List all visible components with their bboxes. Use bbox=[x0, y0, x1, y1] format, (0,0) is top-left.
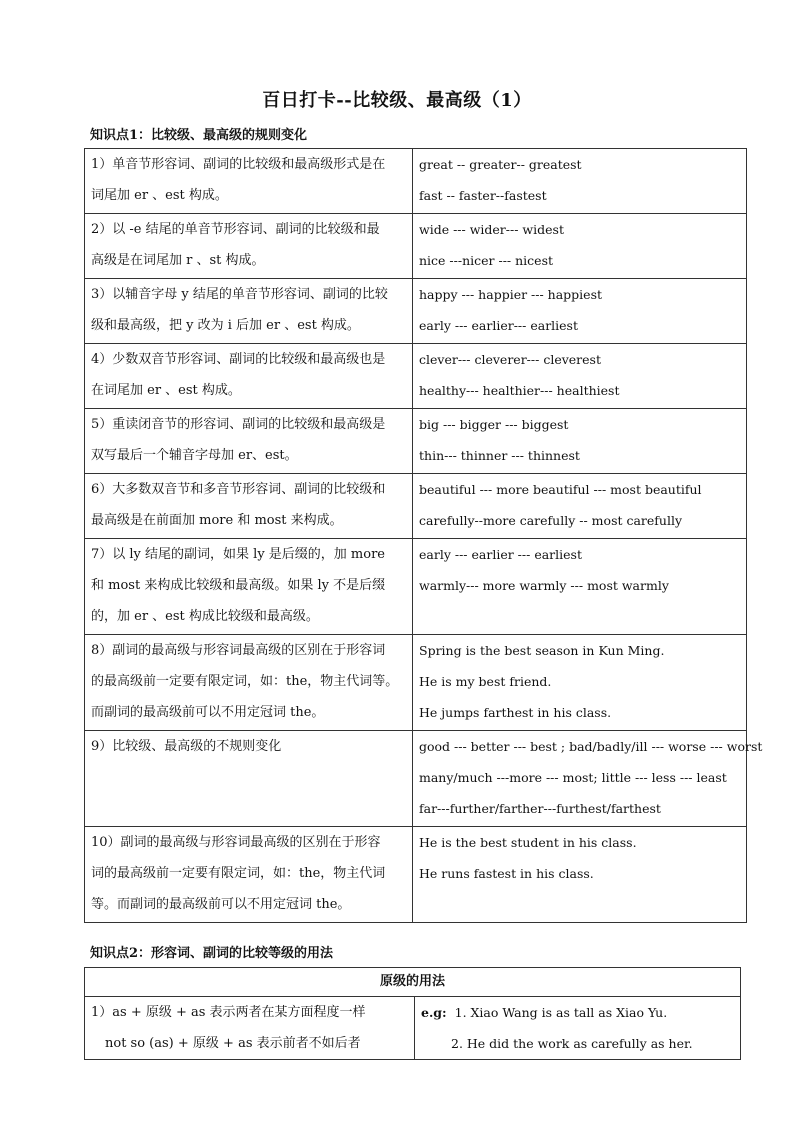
rule-line: not so (as) + 原级 + as 表示前者不如后者 bbox=[105, 1036, 361, 1051]
rule-line: 的最高级前一定要有限定词，如：the，物主代词等。 bbox=[91, 674, 399, 689]
rule-line: 9）比较级、最高级的不规则变化 bbox=[91, 739, 282, 754]
rule-line: 8）副词的最高级与形容词最高级的区别在于形容词 bbox=[91, 643, 386, 658]
example-line: many/much ---more --- most; little --- less --- least bbox=[419, 770, 727, 785]
example-line: far---further/farther---furthest/farthest bbox=[419, 801, 661, 816]
rule-line: 7）以 ly 结尾的副词，如果 ly 是后缀的，加 more bbox=[91, 547, 385, 562]
rule-cell bbox=[85, 731, 413, 827]
rule-line: 1）as + 原级 + as 表示两者在某方面程度一样 bbox=[91, 1005, 366, 1020]
rule-line: 最高级是在前面加 more 和 most 来构成。 bbox=[91, 513, 343, 528]
rule-line: 级和最高级，把 y 改为 i 后加 er 、est 构成。 bbox=[91, 318, 360, 333]
table-row bbox=[85, 997, 741, 1060]
example-line bbox=[421, 997, 734, 1028]
rule-cell bbox=[85, 214, 413, 279]
table-header-cell: 原级的用法 bbox=[85, 968, 741, 997]
example-line: 2. He did the work as carefully as her. bbox=[451, 1036, 693, 1051]
example-line: early --- earlier --- earliest bbox=[419, 547, 582, 562]
rule-line: 1）单音节形容词、副词的比较级和最高级形式是在 bbox=[91, 157, 386, 172]
rule-line: 和 most 来构成比较级和最高级。如果 ly 不是后缀 bbox=[91, 578, 386, 593]
example-cell bbox=[413, 474, 747, 539]
example-line: happy --- happier --- happiest bbox=[419, 287, 603, 302]
rule-line: 2）以 -e 结尾的单音节形容词、副词的比较级和最 bbox=[91, 222, 380, 237]
rule-line: 10）副词的最高级与形容词最高级的区别在于形容 bbox=[91, 835, 381, 850]
example-line: Spring is the best season in Kun Ming. bbox=[419, 643, 665, 658]
rule-line: 词的最高级前一定要有限定词，如：the，物主代词 bbox=[91, 866, 386, 881]
table-row bbox=[85, 214, 747, 279]
example-cell bbox=[413, 149, 747, 214]
table-row bbox=[85, 731, 747, 827]
rule-cell bbox=[85, 997, 415, 1060]
rule-line: 4）少数双音节形容词、副词的比较级和最高级也是 bbox=[91, 352, 386, 367]
table-row bbox=[85, 279, 747, 344]
example-cell bbox=[413, 409, 747, 474]
rule-line: 3）以辅音字母 y 结尾的单音节形容词、副词的比较 bbox=[91, 287, 388, 302]
example-cell bbox=[415, 997, 741, 1060]
section-1-heading: 知识点1：比较级、最高级的规则变化 bbox=[90, 128, 308, 143]
section-2-heading: 知识点2：形容词、副词的比较等级的用法 bbox=[90, 946, 334, 961]
positive-degree-usage-table bbox=[84, 967, 741, 1060]
rule-cell bbox=[85, 827, 413, 923]
rule-line: 双写最后一个辅音字母加 er、est。 bbox=[91, 448, 298, 463]
example-cell bbox=[413, 279, 747, 344]
page-title: 百日打卡--比较级、最高级（1） bbox=[262, 90, 532, 111]
example-cell bbox=[413, 827, 747, 923]
example-line: nice ---nicer --- nicest bbox=[419, 253, 554, 268]
table-row bbox=[85, 635, 747, 731]
example-line: big --- bigger --- biggest bbox=[419, 417, 569, 432]
example-line: healthy--- healthier--- healthiest bbox=[419, 383, 620, 398]
example-line: early --- earlier--- earliest bbox=[419, 318, 578, 333]
example-line: He runs fastest in his class. bbox=[419, 866, 594, 881]
example-line: He jumps farthest in his class. bbox=[419, 705, 612, 720]
rule-line: 而副词的最高级前可以不用定冠词 the。 bbox=[91, 705, 325, 720]
rule-line: 的，加 er 、est 构成比较级和最高级。 bbox=[91, 609, 319, 624]
example-line: fast -- faster--fastest bbox=[419, 188, 547, 203]
example-line: He is the best student in his class. bbox=[419, 835, 637, 850]
regular-changes-table-body bbox=[85, 149, 763, 923]
example-line: thin--- thinner --- thinnest bbox=[419, 448, 580, 463]
eg-label: e.g: bbox=[421, 1005, 447, 1020]
rule-cell bbox=[85, 474, 413, 539]
example-text: 1. Xiao Wang is as tall as Xiao Yu. bbox=[454, 1005, 668, 1020]
rule-cell bbox=[85, 409, 413, 474]
table-row bbox=[85, 827, 747, 923]
example-cell bbox=[413, 539, 747, 635]
rule-line: 等。而副词的最高级前可以不用定冠词 the。 bbox=[91, 897, 351, 912]
regular-changes-table bbox=[84, 148, 763, 923]
example-cell bbox=[413, 635, 747, 731]
example-cell bbox=[413, 214, 747, 279]
rule-line: 高级是在词尾加 r 、st 构成。 bbox=[91, 253, 265, 268]
example-line: clever--- cleverer--- cleverest bbox=[419, 352, 601, 367]
rule-line: 6）大多数双音节和多音节形容词、副词的比较级和 bbox=[91, 482, 386, 497]
example-line: great -- greater-- greatest bbox=[419, 157, 582, 172]
example-cell bbox=[413, 344, 747, 409]
example-line: warmly--- more warmly --- most warmly bbox=[419, 578, 669, 593]
rule-line: 在词尾加 er 、est 构成。 bbox=[91, 383, 241, 398]
table-row bbox=[85, 539, 747, 635]
rule-line: 5）重读闭音节的形容词、副词的比较级和最高级是 bbox=[91, 417, 386, 432]
table-header-row bbox=[85, 968, 741, 997]
table-row bbox=[85, 344, 747, 409]
example-line: beautiful --- more beautiful --- most beautiful bbox=[419, 482, 702, 497]
example-line: carefully--more carefully -- most carefully bbox=[419, 513, 683, 528]
example-cell bbox=[413, 731, 763, 827]
table-row bbox=[85, 474, 747, 539]
rule-cell bbox=[85, 539, 413, 635]
example-line: good --- better --- best ; bad/badly/ill --- worse --- worst bbox=[419, 739, 763, 754]
rule-line: 词尾加 er 、est 构成。 bbox=[91, 188, 228, 203]
rule-cell bbox=[85, 344, 413, 409]
example-line: wide --- wider--- widest bbox=[419, 222, 564, 237]
rule-cell bbox=[85, 635, 413, 731]
rule-cell bbox=[85, 149, 413, 214]
table-row bbox=[85, 149, 747, 214]
example-line: He is my best friend. bbox=[419, 674, 552, 689]
rule-cell bbox=[85, 279, 413, 344]
table-row bbox=[85, 409, 747, 474]
